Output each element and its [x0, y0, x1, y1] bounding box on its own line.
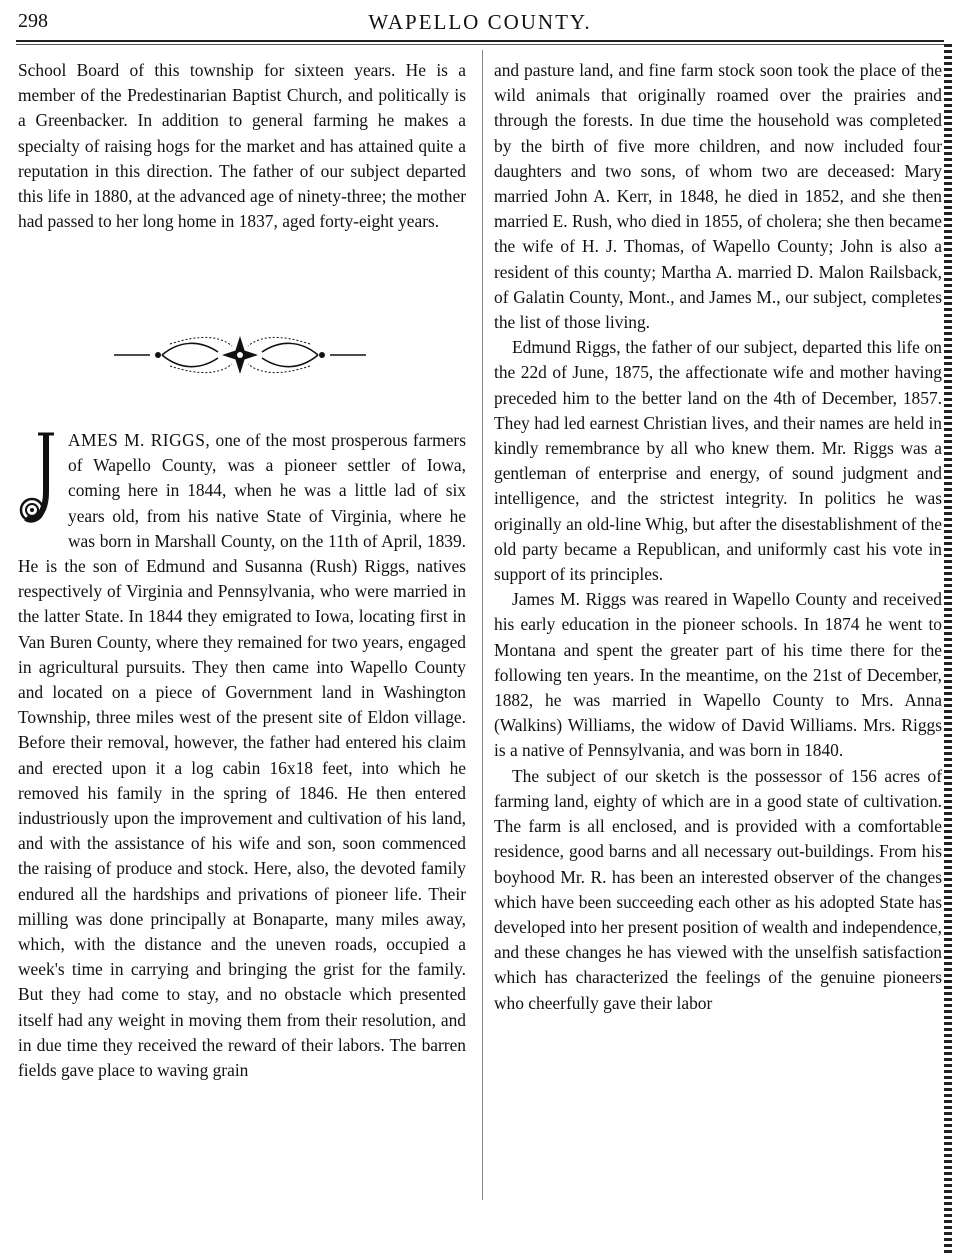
ornament-icon [110, 330, 370, 380]
page-edge-perforation [944, 44, 952, 1254]
header-rule [16, 40, 944, 42]
drop-cap-j-icon [18, 430, 58, 530]
paragraph-edmund-riggs: Edmund Riggs, the father of our subject, departed this life on the 22d of June, 1875, the affectionate wife and mother having preceded him to the better land on the 4th of December, 1857. They had led earnest Christian lives, and their names are held in kindly remembrance by all who knew them. Mr. Riggs was a gentleman of enterprise and energy, of sound judgment and intelligence, and the strictest integrity. In politics he was originally an old-line Whig, but after the disestablishment of the old party became a Republican, and uniformly cast his vote in support of its principles. [494, 337, 942, 585]
header-rule-thin [16, 44, 944, 45]
biography-paragraph [18, 428, 466, 1083]
column-divider [482, 50, 483, 1200]
continued-paragraph: School Board of this township for sixteen years. He is a member of the Predestinarian Baptist Church, and politically is a Greenbacker. In addition to general farming he makes a specialty of raising hogs for the market and has attained quite a reputation in this direction. The father of our subject departed this life in 1880, at the advanced age of ninety-three; the mother had passed to her long home in 1837, aged forty-eight years. [18, 60, 466, 232]
page-header [18, 8, 942, 42]
page-number: 298 [18, 10, 48, 32]
paragraph-james-riggs: James M. Riggs was reared in Wapello County and received his early education in the pioneer schools. In 1874 he went to Montana and spent the greater part of his time there for the following ten years. In the meantime, on the 21st of December, 1882, he was married in Wapello County to Mrs. Anna (Walkins) Williams, the widow of David Williams. Mrs. Riggs is a native of Pennsylvania, and was born in 1840. [494, 589, 942, 761]
paragraph-farm: The subject of our sketch is the possessor of 156 acres of farming land, eighty of which are in a good state of cultivation. The farm is all enclosed, and is provided with a comfortable residence, good barns and all necessary out-buildings. From his boyhood Mr. R. has been an interested observer of the changes which have been succeeding each other as his adopted State has developed into her present position of wealth and independence, and these changes he has viewed with the unselfish satisfaction which has characterized the feelings of the genuine pioneers who cheerfully gave their labor [494, 765, 942, 1013]
paragraph-continued: and pasture land, and fine farm stock soon took the place of the wild animals that originally roamed over the prairies and through the forests. In due time the household was completed by the birth of five more children, and now included four daughters and two sons, of whom two are deceased: Mary married John A. Kerr, in 1848, he died in 1852, and she then married E. Rush, who died in 1855, of cholera; she then became the wife of H. J. Thomas, of Wapello County; John is also a resident of this county; Martha A. married D. Malon Railsback, of Galatin County, Mont., and James M., our subject, completes the list of those living. [494, 60, 942, 333]
biography-lead: AMES M. RIGGS, [68, 430, 211, 450]
right-column [494, 58, 942, 1016]
running-head: WAPELLO COUNTY. [368, 10, 592, 34]
biography-body: one of the most prosperous farmers of Wapello County, was a pioneer settler of Iowa, coming here in 1844, when he was a little lad of six years old, from his native State of Virginia, where he was born in Marshall County, on the 11th of April, 1839. He is the son of Edmund and Susanna (Rush) Riggs, natives respectively of Virginia and Pennsylvania, who were married in the latter State. In 1844 they emigrated to Iowa, locating first in Van Buren County, where they remained for two years, engaged in agricultural pursuits. They then came into Wapello County and located on a piece of Government land in Washington Township, three miles west of the present site of Eldon village. Before their removal, however, the father had entered his claim and erected upon it a log cabin 16x18 feet, into which he removed his family in the spring of 1846. He then entered industriously upon the improvement and cultivation of his land, and with the assistance of his wife and son, soon commenced the raising of produce and stock. Here, also, the devoted family endured all the hardships and privations of pioneer life. Their milling was done principally at Bonaparte, many miles away, which, with the distance and the uneven roads, occupied a week's time in carrying and bringing the grist for the family. But they had come to stay, and no obstacle which presented itself had any weight in moving them from their resolution, and in due time they received the reward of their labors. The barren fields gave place to waving grain [18, 430, 466, 1081]
biography-section [18, 428, 466, 1083]
